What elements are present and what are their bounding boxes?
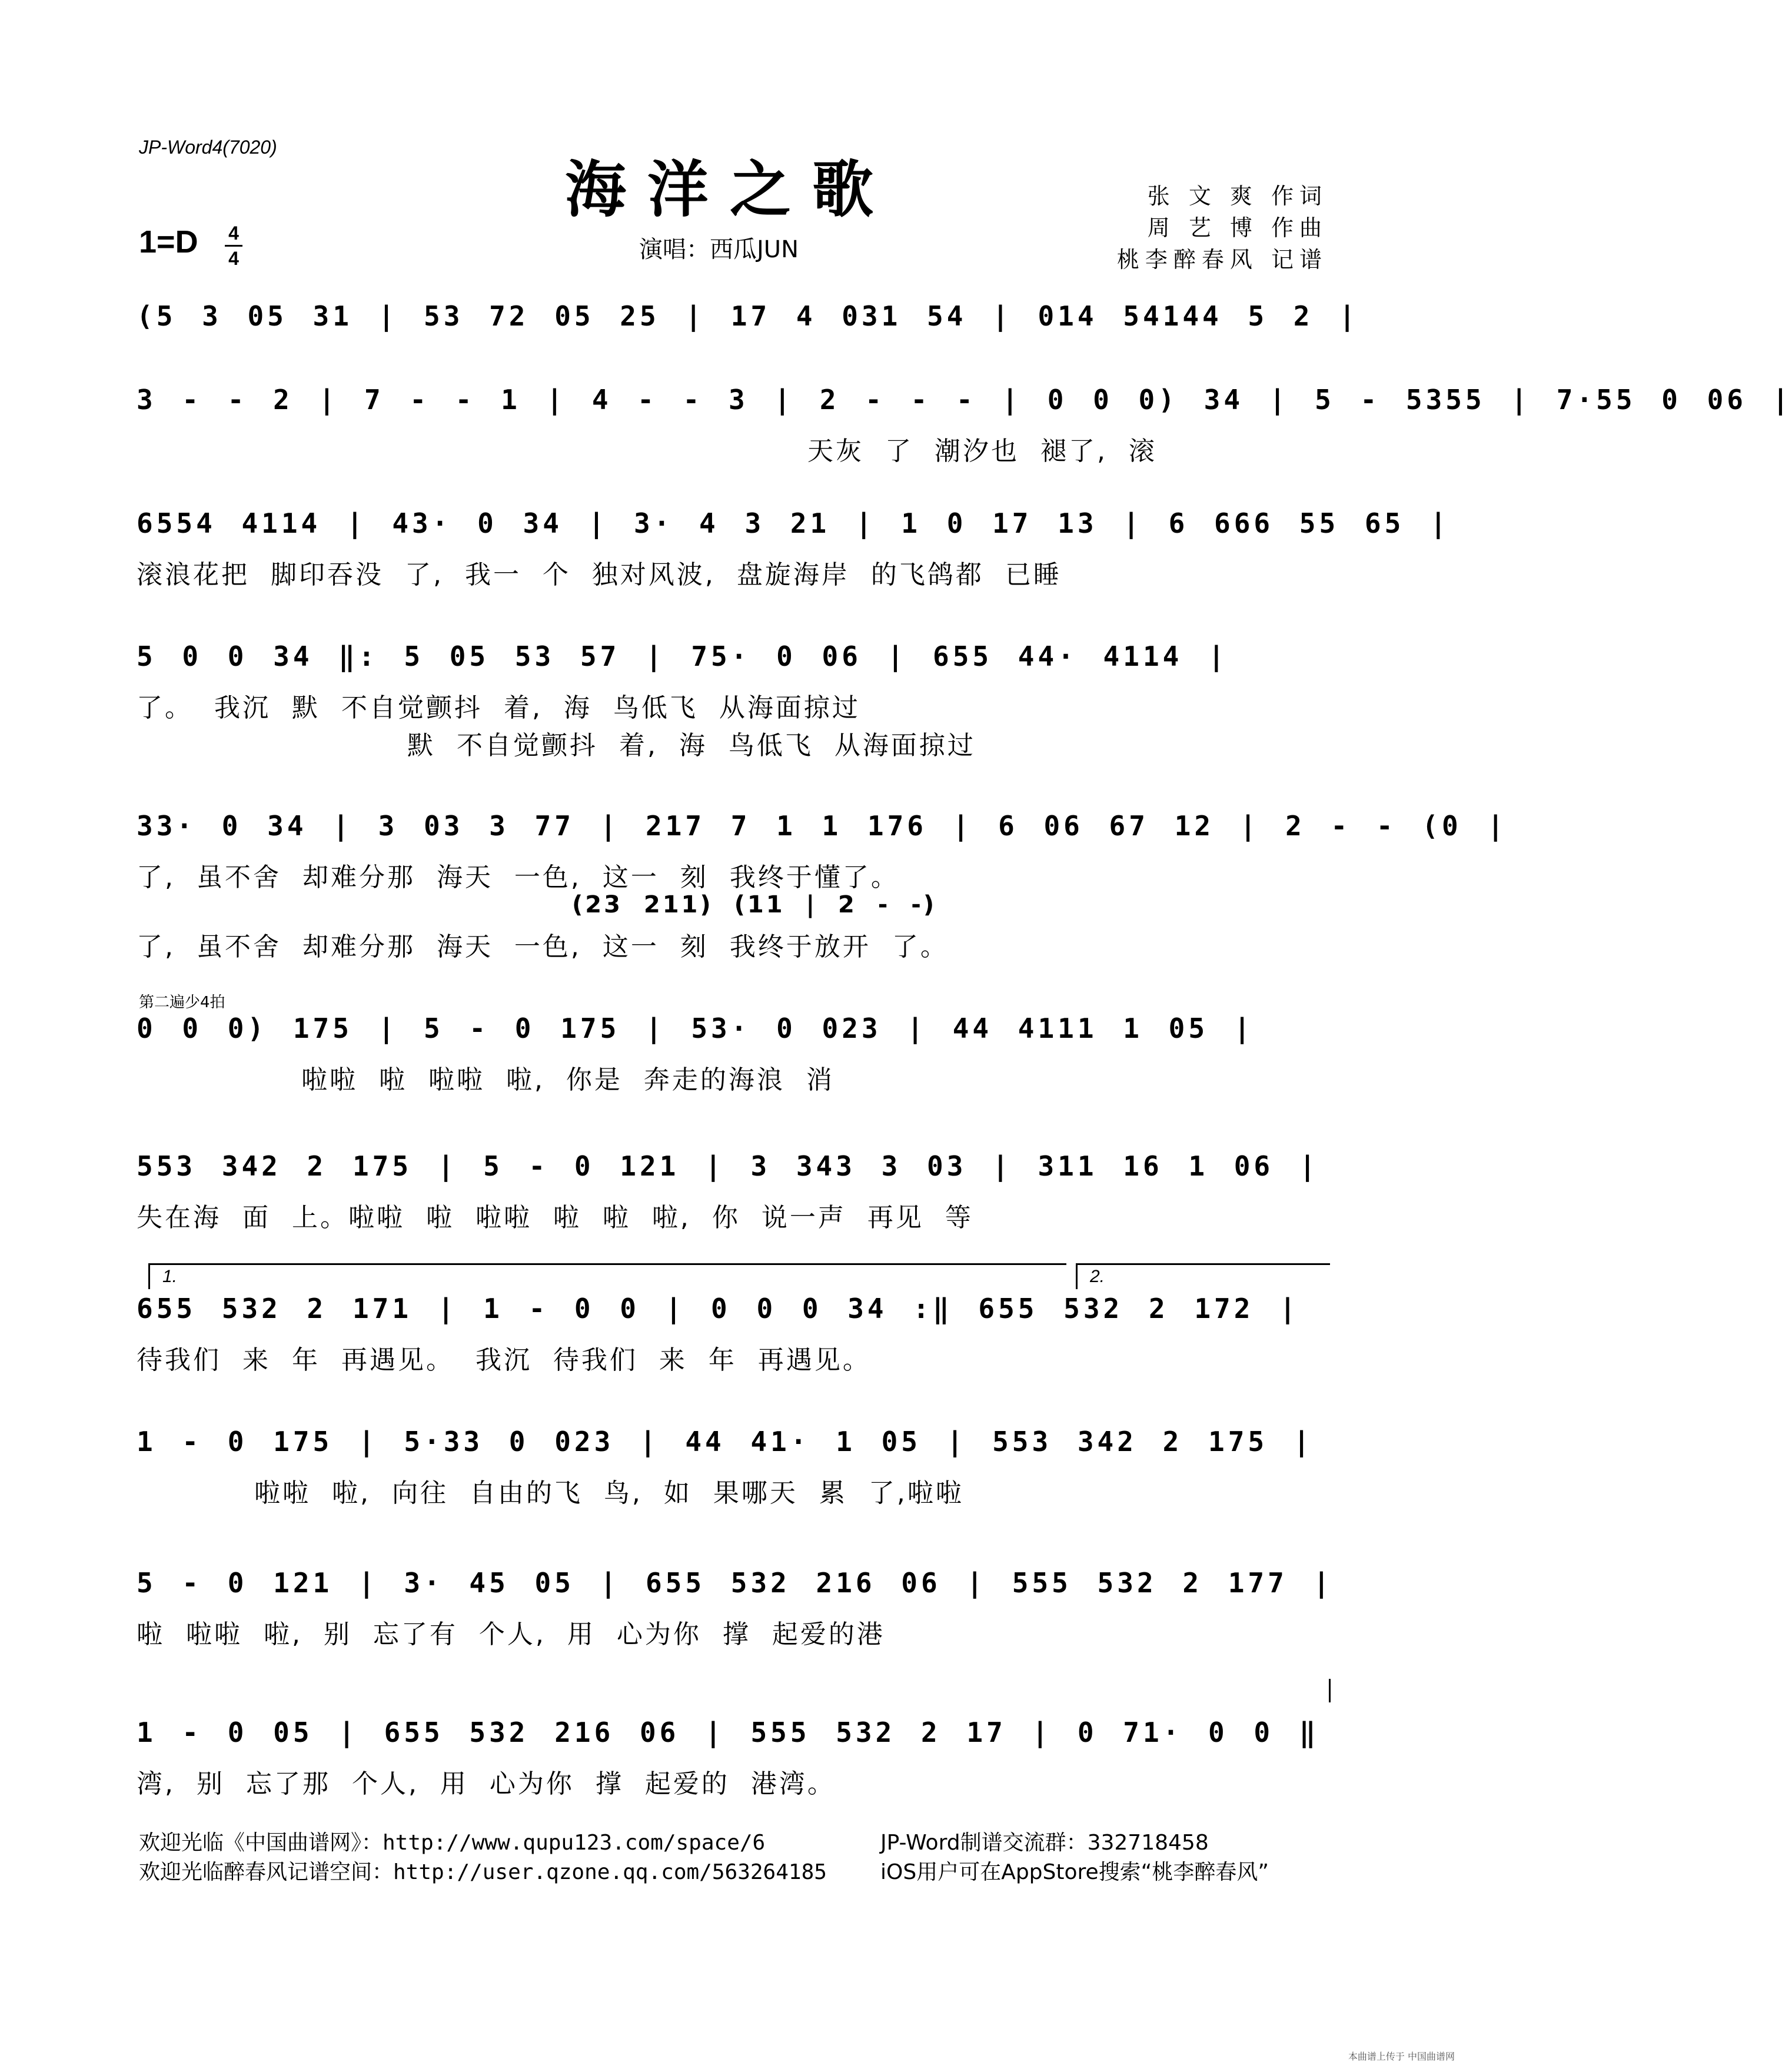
footer-appstore: iOS用户可在AppStore搜索“桃李醉春风” bbox=[880, 1860, 1269, 1884]
lyric-line: 啦啦 啦 啦啦 啦, 你是 奔走的海浪 消 bbox=[301, 1065, 835, 1095]
notation-line: 655 532 2 171 | 1 - 0 0 | 0 0 0 34 :‖ 655 532 2 172 | bbox=[137, 1293, 1299, 1324]
credit-transcriber: 桃李醉春风 记谱 bbox=[1116, 247, 1328, 273]
footer-link-site[interactable]: 欢迎光临《中国曲谱网》：http://www.qupu123.com/space/6 bbox=[139, 1831, 766, 1855]
upload-watermark: 本曲谱上传于 中国曲谱网 bbox=[1348, 2051, 1455, 2062]
notation-line: 1 - 0 175 | 5·33 0 023 | 44 41· 1 05 | 553 342 2 175 | bbox=[137, 1426, 1314, 1458]
volta-label-1: 1. bbox=[162, 1267, 178, 1286]
footer-group: JP-Word制谱交流群：332718458 bbox=[880, 1831, 1209, 1855]
song-title: 海洋之歌 bbox=[564, 153, 895, 225]
ending-tick bbox=[1329, 1679, 1331, 1702]
lyric-line: 滚浪花把 脚印吞没 了, 我一 个 独对风波, 盘旋海岸 的飞鸽都 已睡 bbox=[137, 560, 1062, 590]
notation-line: 5 0 0 34 ‖: 5 05 53 57 | 75· 0 06 | 655 44· 4114 | bbox=[137, 640, 1228, 672]
lyric-line-2: 了, 虽不舍 却难分那 海天 一色, 这一 刻 我终于放开 了。 bbox=[137, 932, 949, 962]
notation-line: 0 0 0) 175 | 5 - 0 175 | 53· 0 023 | 44 4111 1 05 | bbox=[137, 1012, 1254, 1044]
lyric-line-2: 默 不自觉颤抖 着, 海 鸟低飞 从海面掠过 bbox=[407, 731, 976, 761]
volta-tick-1 bbox=[148, 1263, 150, 1289]
notation-line: 1 - 0 05 | 655 532 216 06 | 555 532 2 17 | 0 71· 0 0 ‖ bbox=[137, 1717, 1319, 1748]
lyric-line: 了, 虽不舍 却难分那 海天 一色, 这一 刻 我终于懂了。 bbox=[137, 862, 899, 892]
time-signature bbox=[225, 223, 242, 269]
lyric-line: 啦啦 啦, 向往 自由的飞 鸟, 如 果哪天 累 了,啦啦 bbox=[254, 1478, 964, 1508]
alt-notation-line: (23 211) (11 | 2 - -) bbox=[572, 891, 937, 918]
lyric-line: 了。 我沉 默 不自觉颤抖 着, 海 鸟低飞 从海面掠过 bbox=[137, 693, 860, 723]
lyric-line: 待我们 来 年 再遇见。 我沉 待我们 来 年 再遇见。 bbox=[137, 1345, 871, 1375]
lyric-line: 失在海 面 上。啦啦 啦 啦啦 啦 啦 啦, 你 说一声 再见 等 bbox=[137, 1203, 973, 1233]
credit-lyricist: 张 文 爽 作词 bbox=[1147, 183, 1328, 209]
volta-bracket-1 bbox=[148, 1263, 1066, 1265]
meter-divider bbox=[225, 245, 242, 247]
lyric-line: 天灰 了 潮汐也 褪了, 滚 bbox=[807, 436, 1157, 466]
meter-bottom: 4 bbox=[228, 248, 239, 269]
software-label: JP-Word4(7020) bbox=[139, 137, 277, 158]
repeat-note: 第二遍少4拍 bbox=[139, 994, 225, 1011]
meter-top: 4 bbox=[228, 223, 239, 244]
notation-line: (5 3 05 31 | 53 72 05 25 | 17 4 031 54 | 014 54144 5 2 | bbox=[137, 300, 1359, 332]
notation-line: 3 - - 2 | 7 - - 1 | 4 - - 3 | 2 - - - | 0 0 0) 34 | 5 - 5355 | 7·55 0 06 | bbox=[137, 384, 1792, 416]
notation-line: 33· 0 34 | 3 03 3 77 | 217 7 1 1 176 | 6 06 67 12 | 2 - - (0 | bbox=[137, 810, 1508, 842]
volta-bracket-2 bbox=[1076, 1263, 1330, 1265]
singer: 演唱：西瓜JUN bbox=[639, 236, 799, 263]
footer-info bbox=[880, 1828, 1269, 1887]
volta-label-2: 2. bbox=[1090, 1267, 1105, 1286]
key-signature: 1=D bbox=[139, 224, 198, 260]
lyric-line: 啦 啦啦 啦, 别 忘了有 个人, 用 心为你 撑 起爱的港 bbox=[137, 1619, 885, 1649]
notation-line: 5 - 0 121 | 3· 45 05 | 655 532 216 06 | 555 532 2 177 | bbox=[137, 1567, 1334, 1599]
credit-composer: 周 艺 博 作曲 bbox=[1147, 215, 1328, 241]
notation-line: 6554 4114 | 43· 0 34 | 3· 4 3 21 | 1 0 17 13 | 6 666 55 65 | bbox=[137, 507, 1450, 539]
lyric-line: 湾, 别 忘了那 个人, 用 心为你 撑 起爱的 港湾。 bbox=[137, 1769, 836, 1799]
footer-link-qzone[interactable]: 欢迎光临醉春风记谱空间：http://user.qzone.qq.com/563264185 bbox=[139, 1860, 827, 1884]
volta-tick-2 bbox=[1076, 1263, 1078, 1289]
footer-links bbox=[139, 1828, 827, 1887]
notation-line: 553 342 2 175 | 5 - 0 121 | 3 343 3 03 | 311 16 1 06 | bbox=[137, 1150, 1319, 1182]
